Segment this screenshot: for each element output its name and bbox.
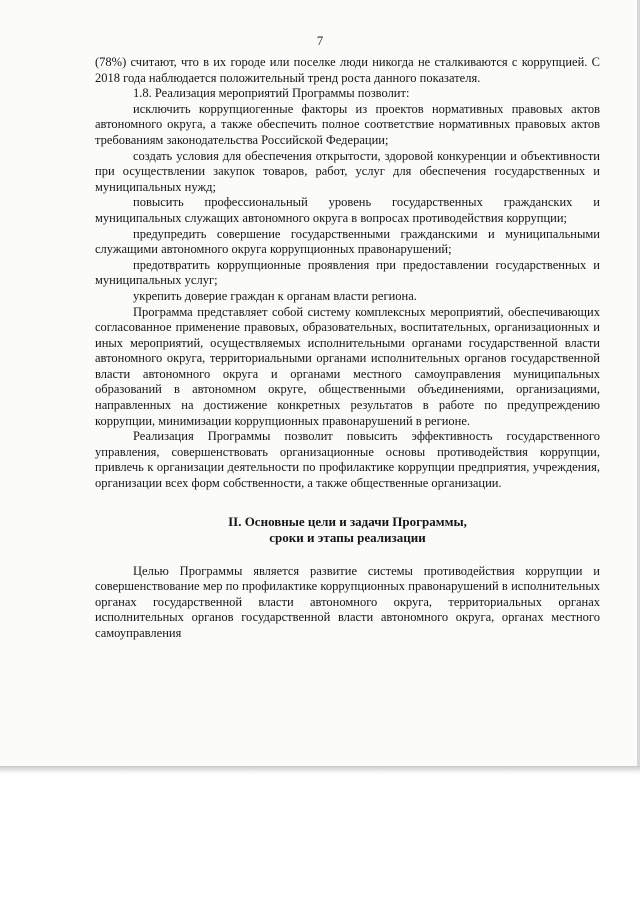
section-heading-line-1: II. Основные цели и задачи Программы, [228, 513, 467, 529]
item-1-8-heading: 1.8. Реализация мероприятий Программы позволит: [133, 86, 410, 101]
list-item: укрепить доверие граждан к органам власти региона. [133, 288, 417, 303]
document-body [95, 55, 600, 642]
section-heading [95, 514, 600, 546]
goal-paragraph: Целью Программы является развитие системы противодействия коррупции и совершенствование мер по профилактике коррупционных правонарушений в исполнительных органах государственной власти автономного округа, территориальных органах исполнительных органов государственной власти автономного округа, органах местного самоуправления [95, 563, 600, 640]
page-number: 7 [316, 34, 324, 48]
list-item: повысить профессиональный уровень государственных гражданских и муниципальных служащих автономного округа в вопросах противодействия коррупции; [95, 195, 600, 225]
realization-paragraph: Реализация Программы позволит повысить эффективность государственного управления, совершенствовать организационные основы противодействия коррупции, привлечь к организации деятельности по профилактике коррупции предприятия, учреждения, организации всех форм собственности, а также общественные организации. [95, 429, 600, 491]
list-item: исключить коррупциогенные факторы из проектов нормативных правовых актов автономного округа, а также обеспечить полное соответствие нормативных правовых актов требованиям законодательства Российской Федерации; [95, 101, 600, 147]
list-item: создать условия для обеспечения открытости, здоровой конкуренции и объективности при осуществлении закупок товаров, работ, услуг для обеспечения государственных и муниципальных нужд; [95, 148, 600, 194]
list-item: предупредить совершение государственными гражданскими и муниципальными служащими автономного округа коррупционных правонарушений; [95, 226, 600, 257]
section-heading-line-2: сроки и этапы реализации [269, 529, 426, 545]
program-paragraph: Программа представляет собой систему комплексных мероприятий, обеспечивающих согласованное применение правовых, образовательных, воспитательных, организационных и иных мероприятий, осуществляемых исполнительными органами государственной власти автономного округа, территориальными органами исполнительных органов государственной власти автономного округа и органами местного самоуправления муниципальных образований в автономном округе, общественными объединениями, организациями, направленных на достижение конкретных результатов в работе по предупреждению коррупции, минимизации коррупционных правонарушений в регионе. [95, 304, 600, 428]
scan-bottom-edge [0, 766, 640, 774]
list-item: предотвратить коррупционные проявления при предоставлении государственных и муниципальных услуг; [95, 257, 600, 288]
intro-paragraph: (78%) считают, что в их городе или поселке люди никогда не сталкиваются с коррупцией. С 2018 года наблюдается положительный тренд роста данного показателя. [95, 55, 600, 85]
